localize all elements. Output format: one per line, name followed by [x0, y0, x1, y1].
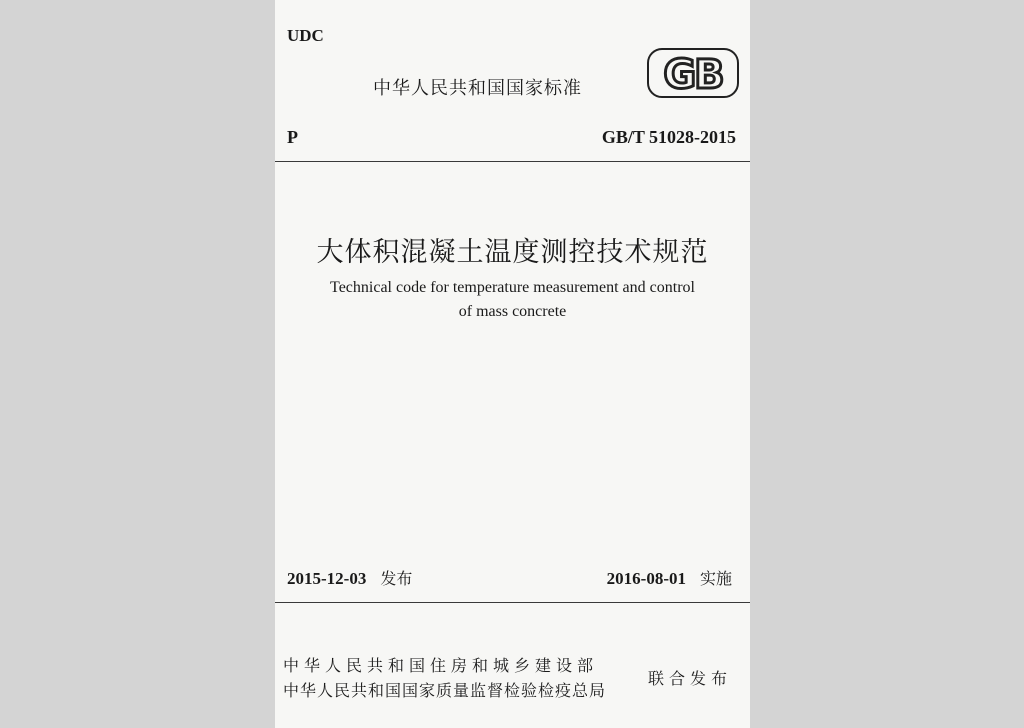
implement-date-block: [607, 566, 732, 589]
title-english-line-1: Technical code for temperature measurement and control: [330, 279, 695, 296]
issue-label: 发布: [380, 569, 413, 588]
issuer-ministry-2: 中华人民共和国国家质量监督检验检疫总局: [283, 681, 607, 700]
implement-label: 实施: [699, 569, 732, 588]
bottom-divider: [275, 602, 750, 603]
svg-text:GB: GB: [663, 52, 723, 98]
gb-logo-icon: [647, 48, 739, 98]
issue-date-block: [287, 566, 412, 589]
implement-date: 2016-08-01: [606, 569, 686, 588]
standard-code: GB/T 51028-2015: [601, 127, 736, 147]
issue-date: 2015-12-03: [287, 569, 367, 588]
title-english-line-2: of mass concrete: [458, 303, 567, 320]
title-chinese: 大体积混凝土温度测控技术规范: [316, 237, 709, 268]
top-divider: [275, 161, 750, 162]
title-english: [275, 276, 750, 324]
joint-issue-label: 联合发布: [648, 669, 733, 688]
issuer-ministry-1: 中华人民共和国住房和城乡建设部: [283, 656, 599, 675]
standard-type: 中华人民共和国国家标准: [373, 78, 582, 99]
category-label: P: [287, 127, 298, 147]
document-cover: [275, 0, 750, 728]
udc-label: UDC: [287, 26, 324, 45]
